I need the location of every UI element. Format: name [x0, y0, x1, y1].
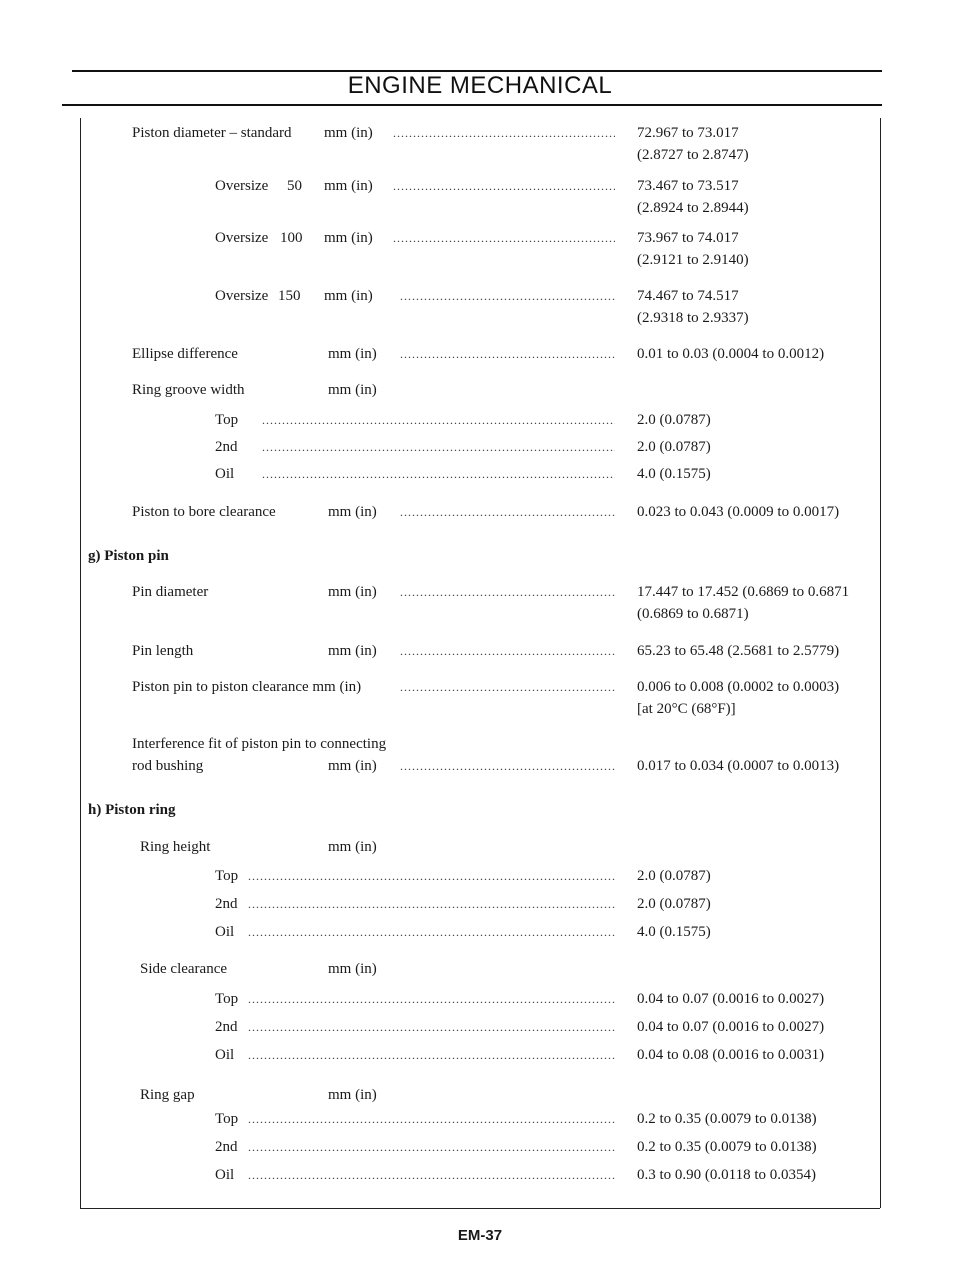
leader-dots — [393, 177, 615, 195]
page-title: ENGINE MECHANICAL — [347, 72, 613, 99]
leader-dots — [248, 1110, 615, 1128]
groove-row-label: Top — [215, 412, 239, 428]
ellipse-difference-value: 0.01 to 0.03 (0.0004 to 0.0012) — [637, 346, 825, 362]
leader-dots — [400, 757, 615, 775]
pin-clearance-note: [at 20°C (68°F)] — [637, 701, 736, 717]
side-clearance-row-label: 2nd — [215, 1019, 238, 1035]
unit-label: mm (in) — [328, 1087, 377, 1103]
side-clearance-row-label: Top — [215, 991, 239, 1007]
unit-label: mm (in) — [328, 346, 377, 362]
piston-diameter-value: 72.967 to 73.017 — [637, 125, 739, 141]
ring-gap-row-label: Top — [215, 1111, 239, 1127]
ring-groove-width-label: Ring groove width — [132, 382, 245, 398]
leader-dots — [400, 345, 615, 363]
groove-row-value: 2.0 (0.0787) — [637, 439, 711, 455]
piston-diameter-value-inch: (2.8727 to 2.8747) — [637, 147, 749, 163]
unit-label: mm (in) — [328, 839, 377, 855]
side-clearance-row-value: 0.04 to 0.07 (0.0016 to 0.0027) — [637, 1019, 825, 1035]
oversize-value: 73.967 to 74.017 — [637, 230, 739, 246]
leader-dots — [400, 287, 615, 305]
ring-height-row-label: Top — [215, 868, 239, 884]
leader-dots — [248, 895, 615, 913]
ring-gap-label: Ring gap — [140, 1087, 195, 1103]
interference-fit-label-2: rod bushing — [132, 758, 204, 774]
leader-dots — [248, 923, 615, 941]
header-rule-bottom — [62, 104, 882, 106]
oversize-label: Oversize — [215, 230, 269, 246]
ring-height-row-value: 2.0 (0.0787) — [637, 868, 711, 884]
leader-dots — [393, 229, 615, 247]
oversize-label: Oversize — [215, 178, 269, 194]
unit-label: mm (in) — [324, 178, 373, 194]
ring-gap-row-label: Oil — [215, 1167, 235, 1183]
oversize-label: Oversize — [215, 288, 269, 304]
unit-label: mm (in) — [328, 961, 377, 977]
groove-row-value: 2.0 (0.0787) — [637, 412, 711, 428]
oversize-value-inch: (2.9318 to 2.9337) — [637, 310, 749, 326]
interference-fit-label: Interference fit of piston pin to connecting — [132, 736, 387, 752]
leader-dots — [262, 465, 615, 483]
leader-dots — [248, 990, 615, 1008]
ring-gap-row-value: 0.3 to 0.90 (0.0118 to 0.0354) — [637, 1167, 817, 1183]
pin-diameter-value: 17.447 to 17.452 (0.6869 to 0.6871 — [637, 584, 850, 600]
pin-length-label: Pin length — [132, 643, 194, 659]
pin-diameter-label: Pin diameter — [132, 584, 209, 600]
groove-row-value: 4.0 (0.1575) — [637, 466, 711, 482]
groove-row-label: 2nd — [215, 439, 238, 455]
ring-height-row-value: 2.0 (0.0787) — [637, 896, 711, 912]
pin-length-value: 65.23 to 65.48 (2.5681 to 2.5779) — [637, 643, 840, 659]
piston-bore-clearance-label: Piston to bore clearance — [132, 504, 276, 520]
leader-dots — [393, 124, 615, 142]
leader-dots — [248, 1046, 615, 1064]
unit-label: mm (in) — [328, 382, 377, 398]
interference-fit-value: 0.017 to 0.034 (0.0007 to 0.0013) — [637, 758, 840, 774]
unit-label: mm (in) — [324, 288, 373, 304]
groove-row-label: Oil — [215, 466, 235, 482]
leader-dots — [248, 867, 615, 885]
ring-height-row-value: 4.0 (0.1575) — [637, 924, 711, 940]
ring-height-row-label: 2nd — [215, 896, 238, 912]
side-clearance-label: Side clearance — [140, 961, 228, 977]
oversize-size: 100 — [280, 230, 303, 246]
pin-diameter-value-inch: (0.6869 to 0.6871) — [637, 606, 749, 622]
unit-label: mm (in) — [328, 758, 377, 774]
leader-dots — [248, 1138, 615, 1156]
unit-label: mm (in) — [324, 230, 373, 246]
oversize-value: 74.467 to 74.517 — [637, 288, 739, 304]
oversize-value-inch: (2.8924 to 2.8944) — [637, 200, 749, 216]
leader-dots — [400, 678, 615, 696]
page-number: EM-37 — [457, 1227, 503, 1244]
side-clearance-row-label: Oil — [215, 1047, 235, 1063]
leader-dots — [400, 642, 615, 660]
unit-label: mm (in) — [328, 504, 377, 520]
section-heading-piston-ring: h) Piston ring — [88, 802, 176, 818]
frame-left-border — [80, 118, 81, 1208]
ellipse-difference-label: Ellipse difference — [132, 346, 238, 362]
ring-gap-row-value: 0.2 to 0.35 (0.0079 to 0.0138) — [637, 1111, 817, 1127]
side-clearance-row-value: 0.04 to 0.07 (0.0016 to 0.0027) — [637, 991, 825, 1007]
ring-height-label: Ring height — [140, 839, 211, 855]
ring-gap-row-value: 0.2 to 0.35 (0.0079 to 0.0138) — [637, 1139, 817, 1155]
section-heading-piston-pin: g) Piston pin — [88, 548, 169, 564]
pin-clearance-value: 0.006 to 0.008 (0.0002 to 0.0003) — [637, 679, 840, 695]
piston-diameter-label: Piston diameter – standard — [132, 125, 292, 141]
oversize-value-inch: (2.9121 to 2.9140) — [637, 252, 749, 268]
unit-label: mm (in) — [324, 125, 373, 141]
pin-clearance-label: Piston pin to piston clearance mm (in) — [132, 679, 362, 695]
frame-bottom-border — [80, 1208, 880, 1209]
leader-dots — [400, 583, 615, 601]
leader-dots — [248, 1018, 615, 1036]
leader-dots — [262, 411, 615, 429]
oversize-value: 73.467 to 73.517 — [637, 178, 739, 194]
ring-height-row-label: Oil — [215, 924, 235, 940]
leader-dots — [248, 1166, 615, 1184]
leader-dots — [400, 503, 615, 521]
ring-gap-row-label: 2nd — [215, 1139, 238, 1155]
side-clearance-row-value: 0.04 to 0.08 (0.0016 to 0.0031) — [637, 1047, 825, 1063]
oversize-size: 150 — [278, 288, 301, 304]
unit-label: mm (in) — [328, 584, 377, 600]
oversize-size: 50 — [287, 178, 302, 194]
frame-right-border — [880, 118, 881, 1208]
unit-label: mm (in) — [328, 643, 377, 659]
leader-dots — [262, 438, 615, 456]
piston-bore-clearance-value: 0.023 to 0.043 (0.0009 to 0.0017) — [637, 504, 840, 520]
